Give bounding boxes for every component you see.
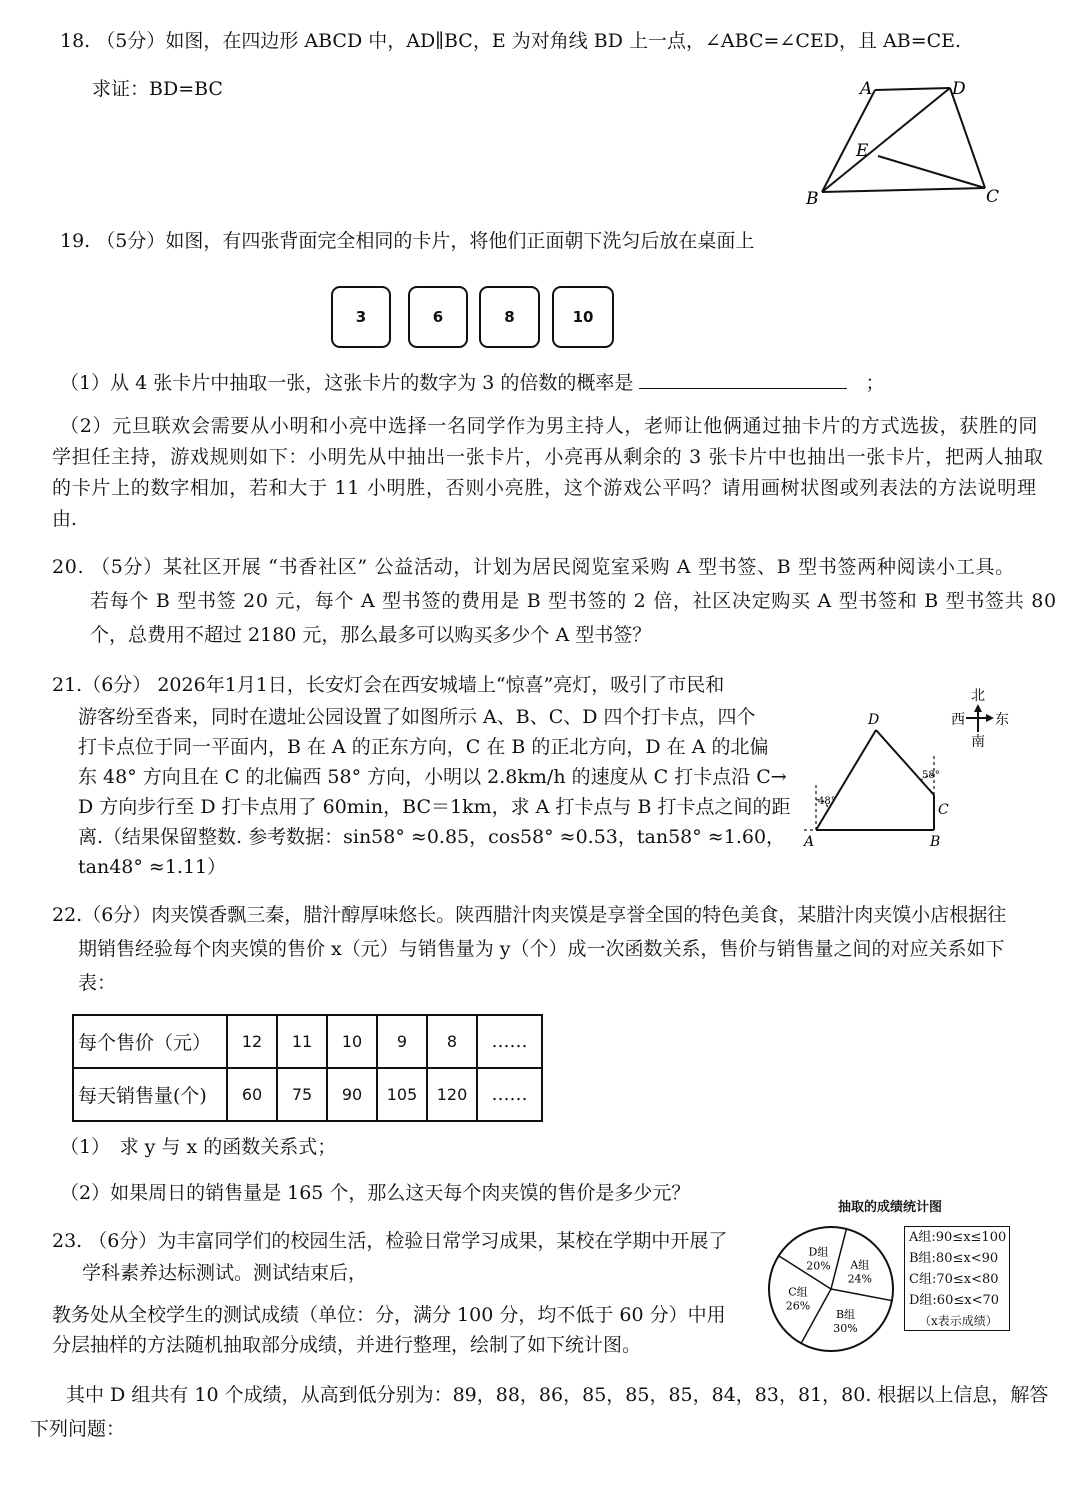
table-cell: 12 — [227, 1015, 277, 1068]
legend-item: B组:80≤x<90 — [909, 1251, 999, 1266]
q21-line: 打卡点位于同一平面内，B 在 A 的正东方向，C 在 B 的正北方向，D 在 A 的北偏 — [78, 736, 769, 758]
q22-line: 表： — [78, 972, 117, 994]
table-cell: 9 — [377, 1015, 427, 1068]
pie-label-B组: B组 — [835, 1307, 856, 1321]
table-row — [73, 1015, 542, 1068]
table-header: 每个售价（元） — [73, 1015, 227, 1068]
pie-value-D组: 20% — [806, 1259, 831, 1273]
card-2: 6 — [408, 286, 468, 348]
q22-line: 期销售经验每个肉夹馍的售价 x（元）与销售量为 y（个）成一次函数关系，售价与销售量之间的对应关系如下 — [78, 938, 1005, 960]
table-cell: …… — [477, 1015, 542, 1068]
label-a: A — [860, 79, 873, 99]
q19-part1-end: ； — [865, 372, 885, 394]
label-c: C — [938, 802, 949, 818]
chart-title: 抽取的成绩统计图 — [838, 1200, 943, 1215]
table-cell: 105 — [377, 1068, 427, 1121]
compass — [951, 688, 1009, 750]
q19-part2-line: 的卡片上的数字相加，若和大于 11 小明胜，否则小亮胜，这个游戏公平吗？请用画树状图或列表法的方法说明理 — [52, 477, 1037, 499]
q19-part1 — [60, 370, 885, 394]
pie-slice-A组 — [831, 1229, 846, 1289]
legend-note: （x表示成绩） — [919, 1314, 998, 1328]
legend-item: C组:70≤x<80 — [909, 1272, 999, 1287]
q23-line: 23. （6分）为丰富同学们的校园生活，检验日常学习成果，某校在学期中开展了 — [52, 1230, 728, 1252]
compass-south: 南 — [971, 734, 985, 750]
table-header: 每天销售量(个) — [73, 1068, 227, 1121]
q22-part1: （1） 求 y 与 x 的函数关系式； — [60, 1136, 337, 1158]
pie-value-B组: 30% — [833, 1321, 858, 1335]
label-d: D — [868, 712, 880, 728]
compass-north: 北 — [971, 688, 985, 704]
quadrilateral-figure — [800, 72, 1020, 212]
table-cell: 75 — [277, 1068, 327, 1121]
q20-line: 个，总费用不超过 2180 元，那么最多可以购买多少个 A 型书签？ — [90, 624, 652, 646]
q19-part2-line: （2）元旦联欢会需要从小明和小亮中选择一名同学作为男主持人，老师让他俩通过抽卡片的方式选拔，获胜的同 — [60, 415, 1039, 437]
q23-line: 其中 D 组共有 10 个成绩，从高到低分别为：89，88，86，85，85，85，84，83，81，80. 根据以上信息，解答 — [66, 1384, 1049, 1406]
q20-line: 若每个 B 型书签 20 元，每个 A 型书签的费用是 B 型书签的 2 倍，社区决定购买 A 型书签和 B 型书签共 80 — [90, 590, 1057, 612]
table-cell: 60 — [227, 1068, 277, 1121]
card-1: 3 — [331, 286, 391, 348]
pie-label-D组: D组 — [808, 1245, 829, 1259]
q18-prove: 求证：BD=BC — [92, 78, 223, 100]
pie-chart — [764, 1222, 898, 1356]
answer-blank[interactable] — [639, 370, 847, 389]
q19-part2-line: 由. — [52, 508, 78, 530]
map-figure — [796, 680, 1046, 852]
card-3: 8 — [479, 286, 540, 348]
q23-line: 下列问题： — [30, 1418, 126, 1440]
q21-line: 21.（6分） 2026年1月1日，长安灯会在西安城墙上“惊喜”亮灯，吸引了市民和 — [52, 674, 725, 696]
card-4: 10 — [552, 286, 614, 348]
q21-line: tan48° ≈1.11） — [78, 856, 227, 878]
q20-line: 20. （5分）某社区开展 “书香社区” 公益活动，计划为居民阅览室采购 A 型书签、B 型书签两种阅读小工具。 — [52, 556, 1015, 578]
price-sales-table — [72, 1014, 543, 1122]
compass-west: 西 — [951, 712, 965, 728]
table-cell: 90 — [327, 1068, 377, 1121]
label-a: A — [804, 834, 815, 850]
chart-legend — [904, 1226, 1010, 1331]
q22-part2: （2）如果周日的销售量是 165 个，那么这天每个肉夹馍的售价是多少元？ — [60, 1182, 691, 1204]
label-e: E — [856, 141, 869, 161]
q23-line: 分层抽样的方法随机抽取部分成绩，并进行整理，绘制了如下统计图。 — [52, 1334, 642, 1356]
pie-label-C组: C组 — [788, 1285, 808, 1299]
angle-48: 48° — [818, 796, 836, 807]
table-cell: …… — [477, 1068, 542, 1121]
pie-slice-B组 — [831, 1289, 892, 1301]
q21-line: 离.（结果保留整数. 参考数据：sin58° ≈0.85，cos58° ≈0.53，tan58° ≈1.60， — [78, 826, 786, 848]
table-cell: 10 — [327, 1015, 377, 1068]
angle-58: 58° — [922, 770, 940, 781]
pie-label-A组: A组 — [850, 1258, 870, 1272]
q22-line: 22.（6分）肉夹馍香飘三秦，腊汁醇厚味悠长。陕西腊汁肉夹馍是享誉全国的特色美食，某腊汁肉夹馍小店根据往 — [52, 904, 1007, 926]
table-cell: 11 — [277, 1015, 327, 1068]
label-b: B — [806, 189, 819, 209]
legend-item: D组:60≤x<70 — [909, 1293, 1000, 1308]
legend-item: A组:90≤x≤100 — [909, 1230, 1007, 1245]
compass-east: 东 — [995, 712, 1009, 728]
q23-line: 教务处从全校学生的测试成绩（单位：分，满分 100 分，均不低于 60 分）中用 — [52, 1304, 726, 1326]
q18-line: 18. （5分）如图，在四边形 ABCD 中，AD∥BC，E 为对角线 BD 上一点，∠ABC=∠CED，且 AB=CE. — [60, 30, 962, 52]
label-b: B — [930, 834, 941, 850]
q23-line: 学科素养达标测试。测试结束后， — [82, 1262, 368, 1284]
q21-line: 游客纷至沓来，同时在遗址公园设置了如图所示 A、B、C、D 四个打卡点，四个 — [78, 706, 756, 728]
q21-line: 东 48° 方向且在 C 的北偏西 58° 方向，小明以 2.8km/h 的速度从 C 打卡点沿 C→ — [78, 766, 787, 788]
table-cell: 120 — [427, 1068, 477, 1121]
q21-line: D 方向步行至 D 打卡点用了 60min，BC＝1km，求 A 打卡点与 B 打卡点之间的距 — [78, 796, 791, 818]
label-c: C — [986, 187, 1000, 207]
q19-part2-line: 学担任主持，游戏规则如下：小明先从中抽出一张卡片，小亮再从剩余的 3 张卡片中也抽出一张卡片，把两人抽取 — [52, 446, 1044, 468]
table-row — [73, 1068, 542, 1121]
label-d: D — [952, 79, 966, 99]
pie-value-C组: 26% — [785, 1299, 811, 1313]
q19-part1-text: （1）从 4 张卡片中抽取一张，这张卡片的数字为 3 的倍数的概率是 — [60, 372, 634, 394]
pie-value-A组: 24% — [847, 1272, 873, 1286]
q19-intro: 19. （5分）如图，有四张背面完全相同的卡片，将他们正面朝下洗匀后放在桌面上 — [60, 230, 755, 252]
table-cell: 8 — [427, 1015, 477, 1068]
